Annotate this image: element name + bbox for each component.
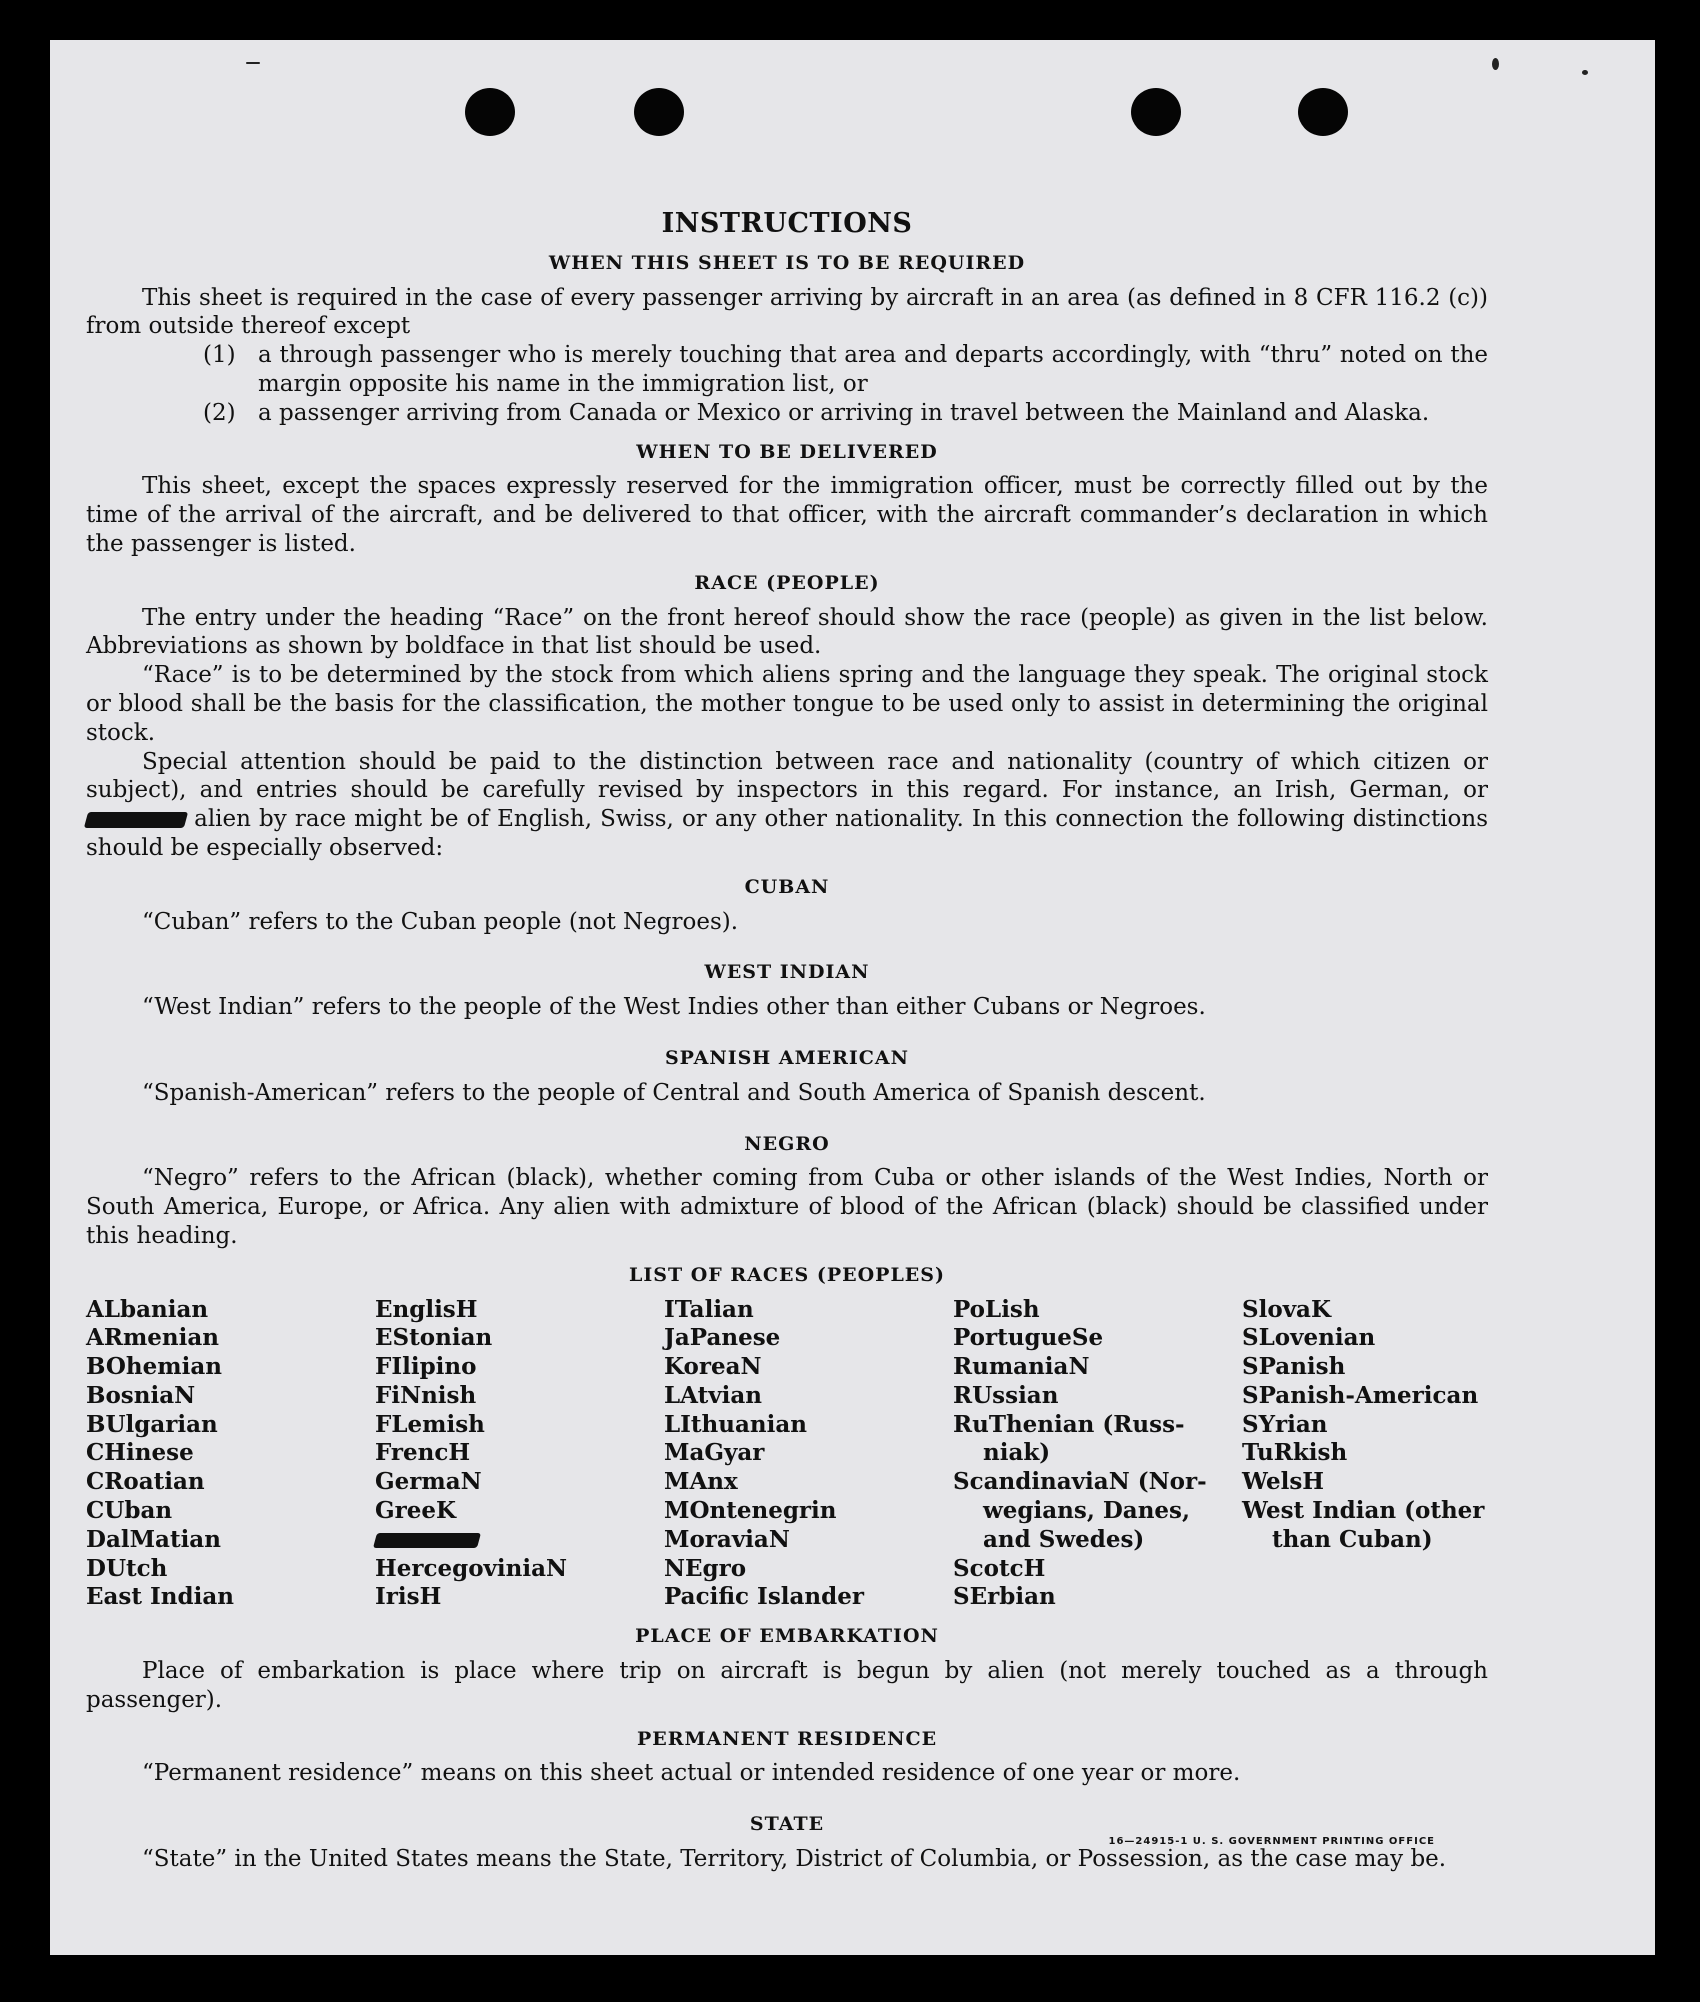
race-entry-continuation: and Swedes) <box>983 1525 1145 1553</box>
item-number: (1) <box>203 342 236 369</box>
heading-west-indian: WEST INDIAN <box>704 961 870 984</box>
race-paragraph-3 <box>86 748 1488 863</box>
speck-mark <box>1582 70 1588 75</box>
race-paragraph-2: “Race” is to be determined by the stock from which aliens spring and the language they speak. The original stock or blood shall be the basis for the classification, the mother tongue to be used only to assist in determining the original stock. <box>86 662 1488 746</box>
race-entry: CRoatian <box>86 1468 205 1496</box>
race-entry: LAtvian <box>664 1381 762 1409</box>
heading-race: RACE (PEOPLE) <box>694 571 880 594</box>
page-title: INSTRUCTIONS <box>661 208 913 239</box>
exception-item-2 <box>203 399 1488 428</box>
race-entry: FLemish <box>375 1410 485 1438</box>
race-entry: ARmenian <box>86 1324 220 1352</box>
race-entry: BOhemian <box>86 1353 222 1381</box>
heading-state: STATE <box>749 1813 825 1836</box>
delivered-text: This sheet, except the spaces expressly reserved for the immigration officer, must be correctly filled out by the time of the arrival of the aircraft, and be delivered to that officer, with the aircraft commander’s declaration in which the passenger is listed. <box>86 473 1488 557</box>
redaction-mark <box>84 812 188 828</box>
embarkation-text: Place of embarkation is place where trip on aircraft is begun by alien (not merely touched as a through passenger). <box>86 1658 1488 1713</box>
heading-list-of-races: LIST OF RACES (PEOPLES) <box>629 1263 945 1286</box>
document-sheet <box>50 40 1655 1955</box>
punch-hole-4 <box>1298 88 1348 136</box>
item-text: a through passenger who is merely touching that area and departs accordingly, with “thru” noted on the margin opposite his name in the immigration list, or <box>258 342 1488 397</box>
race-entry: MaGyar <box>664 1439 765 1467</box>
race-entry: Pacific Islander <box>664 1583 864 1611</box>
race-entry: LIthuanian <box>664 1410 807 1438</box>
race-entry: IrisH <box>375 1583 442 1611</box>
race-paragraph-3-end: alien by race might be of English, Swiss, or any other nationality. In this connection the following distinctions should be especially observed: <box>86 806 1489 861</box>
race-entry: KoreaN <box>664 1353 762 1381</box>
heading-when-required: WHEN THIS SHEET IS TO BE REQUIRED <box>548 251 1026 274</box>
race-entry: GermaN <box>375 1468 482 1496</box>
race-paragraph-1: The entry under the heading “Race” on the front hereof should show the race (people) as given in the list below. Abbreviations as shown by boldface in that list should be used. <box>86 604 1488 660</box>
negro-text: “Negro” refers to the African (black), whether coming from Cuba or other islands of the West Indies, North or South America, Europe, or Africa. Any alien with admixture of blood of the African (black) should be classified under this heading. <box>86 1165 1488 1249</box>
race-entry: SPanish-American <box>1242 1381 1479 1409</box>
race-entry: DUtch <box>86 1554 168 1582</box>
race-entry: CHinese <box>86 1439 194 1467</box>
race-entry: West Indian (other <box>1242 1497 1485 1525</box>
races-list <box>86 1296 1488 1613</box>
west-indian-text: “West Indian” refers to the people of the West Indies other than either Cubans or Negroes. <box>142 994 1206 1021</box>
race-entry: JaPanese <box>664 1324 781 1352</box>
race-paragraph-3-start: Special attention should be paid to the distinction between race and nationality (country of which citizen or subject), and entries should be carefully revised by inspectors in this regard. For instance, an Irish, German, or <box>86 748 1488 804</box>
race-entry: ALbanian <box>86 1295 209 1323</box>
exception-item-1 <box>203 341 1488 399</box>
race-entry: FIlipino <box>375 1353 477 1381</box>
race-entry: SPanish <box>1242 1353 1346 1381</box>
race-entry: PortugueSe <box>953 1324 1104 1352</box>
races-column-1 <box>86 1296 375 1613</box>
races-column-3 <box>664 1296 953 1613</box>
race-entry: CUban <box>86 1497 173 1525</box>
race-entry: EnglisH <box>375 1295 478 1323</box>
race-entry: PoLish <box>953 1295 1040 1323</box>
heading-when-delivered: WHEN TO BE DELIVERED <box>636 440 938 463</box>
heading-permanent-residence: PERMANENT RESIDENCE <box>636 1727 938 1750</box>
item-number: (2) <box>203 399 236 426</box>
race-entry: GreeK <box>375 1497 457 1525</box>
race-entry: TuRkish <box>1242 1439 1348 1467</box>
race-entry: East Indian <box>86 1583 234 1611</box>
spanish-american-text: “Spanish-American” refers to the people of Central and South America of Spanish descent. <box>142 1079 1206 1106</box>
race-entry: FiNnish <box>375 1381 477 1409</box>
race-entry: EStonian <box>375 1324 493 1352</box>
race-entry: BosniaN <box>86 1381 196 1409</box>
speck-mark <box>246 62 260 64</box>
race-entry: MoraviaN <box>664 1525 790 1553</box>
speck-mark <box>1492 58 1499 70</box>
heading-cuban: CUBAN <box>744 875 830 898</box>
race-entry: ITalian <box>664 1295 754 1323</box>
race-entry: SYrian <box>1242 1410 1328 1438</box>
race-entry: RuThenian (Russ- <box>953 1410 1185 1438</box>
race-entry: ScandinaviaN (Nor- <box>953 1468 1207 1496</box>
heading-spanish-american: SPANISH AMERICAN <box>664 1046 910 1069</box>
race-entry: RUssian <box>953 1381 1059 1409</box>
race-entry: DalMatian <box>86 1525 221 1553</box>
race-entry: MAnx <box>664 1468 738 1496</box>
race-entry: HercegoviniaN <box>375 1554 568 1582</box>
printing-office-code: 16—24915-1 U. S. GOVERNMENT PRINTING OFFICE <box>1108 1836 1435 1847</box>
races-column-2 <box>375 1296 664 1613</box>
punch-hole-3 <box>1131 88 1181 136</box>
race-entry: MOntenegrin <box>664 1497 837 1525</box>
race-entry: ScotcH <box>953 1554 1046 1582</box>
redacted-race-entry <box>375 1526 664 1555</box>
race-entry: WelsH <box>1242 1468 1325 1496</box>
race-entry: FrencH <box>375 1439 471 1467</box>
required-intro: This sheet is required in the case of every passenger arriving by aircraft in an area (as defined in 8 CFR 116.2 (c)) from outside thereof except <box>86 284 1488 340</box>
item-text: a passenger arriving from Canada or Mexico or arriving in travel between the Mainland and Alaska. <box>258 399 1430 426</box>
races-column-4 <box>953 1296 1242 1613</box>
race-entry: RumaniaN <box>953 1353 1090 1381</box>
state-text: “State” in the United States means the State, Territory, District of Columbia, or Possession, as the case may be. <box>142 1846 1447 1873</box>
heading-embarkation: PLACE OF EMBARKATION <box>635 1625 939 1648</box>
punch-hole-1 <box>465 88 515 136</box>
race-entry: NEgro <box>664 1554 747 1582</box>
race-entry: SErbian <box>953 1583 1056 1611</box>
race-entry-continuation: than Cuban) <box>1272 1525 1433 1553</box>
race-entry-continuation: wegians, Danes, <box>983 1497 1190 1525</box>
race-entry: BUlgarian <box>86 1410 218 1438</box>
residence-text: “Permanent residence” means on this sheet actual or intended residence of one year or more. <box>142 1760 1241 1787</box>
cuban-text: “Cuban” refers to the Cuban people (not Negroes). <box>142 908 739 935</box>
race-entry: SLovenian <box>1242 1324 1376 1352</box>
punch-hole-2 <box>634 88 684 136</box>
instructions-body <box>86 168 1488 1874</box>
race-entry: SlovaK <box>1242 1295 1331 1323</box>
heading-negro: NEGRO <box>744 1132 830 1155</box>
redaction-mark <box>373 1533 481 1548</box>
race-entry-continuation: niak) <box>983 1439 1051 1467</box>
races-column-5 <box>1242 1296 1488 1613</box>
